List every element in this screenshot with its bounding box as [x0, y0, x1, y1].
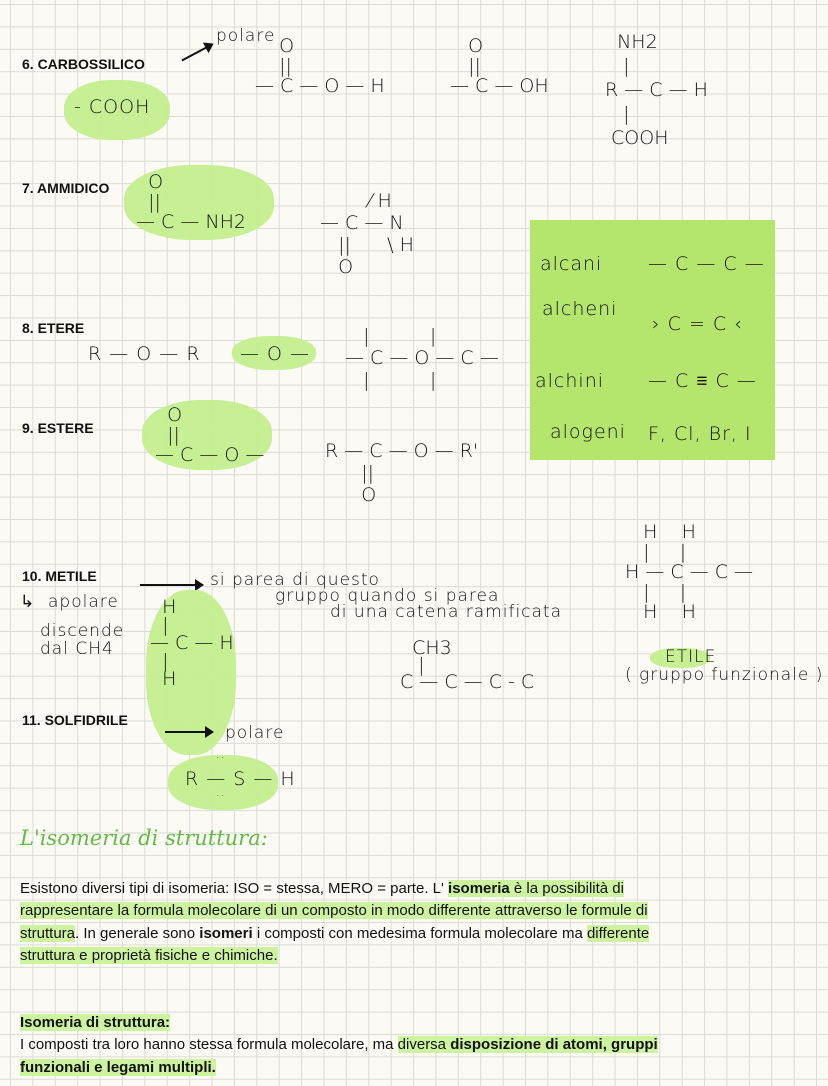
text: diversa: [397, 1036, 451, 1054]
group-etere: — O —: [240, 343, 311, 365]
note-polare: polare: [216, 26, 276, 46]
label-ammidico: 7. AMMIDICO: [22, 180, 110, 196]
group-ammidico: O || — C — NH2: [136, 171, 246, 233]
formula-etere: R — O — R: [88, 343, 201, 365]
lone-pair-top: ··: [216, 751, 226, 765]
text: Esistono diversi tipi di isomeria: ISO = stessa, MERO = parte. L': [20, 880, 449, 897]
arrow-icon: [181, 45, 210, 62]
formula-carbossilico-2: O || — C — OH: [450, 35, 549, 97]
note-polare-solfidrile: polare: [225, 723, 285, 743]
note-metile-3: di una catena ramificata: [330, 602, 563, 622]
box-formula-alcheni: › C = C ‹: [652, 313, 743, 335]
arrow-icon: [165, 731, 210, 733]
formula-estere: R — C — O — R' || O: [325, 440, 479, 506]
text-bold: isomeria: [448, 880, 510, 897]
note-metile-1: si parea di questo: [210, 570, 380, 590]
label-estere: 9. ESTERE: [22, 420, 94, 436]
lone-pair-bottom: ··: [216, 789, 226, 803]
note-apolare-arrow-icon: ↳: [20, 592, 36, 612]
box-name-alcani: alcani: [540, 253, 603, 275]
text: i composti con medesima formula molecolare ma: [252, 924, 587, 942]
text: I composti tra loro hanno stessa formula molecolare, ma: [20, 1036, 398, 1054]
text: struttura: [20, 924, 76, 942]
formula-chain: CH3 | C — C — C - C: [400, 637, 535, 693]
paragraph-isomeria: [20, 878, 810, 968]
section-title: L'isomeria di struttura:: [20, 826, 268, 850]
formula-etere-2: | | — C — O — C — | |: [345, 325, 499, 391]
group-estere: O || — C — O —: [155, 404, 265, 466]
box-formula-alogeni: F, Cl, Br, I: [648, 423, 752, 445]
etile-label: ETILE: [665, 647, 717, 667]
text: . In generale sono: [75, 924, 200, 942]
note-apolare: apolare: [48, 592, 119, 612]
label-etere: 8. ETERE: [22, 320, 85, 336]
formula-carbossilico-1: O || — C — O — H: [255, 35, 385, 97]
box-formula-alchini: — C ≡ C —: [648, 370, 757, 392]
formula-ammide: ⁄ H — C — N || \ H O: [320, 190, 414, 278]
subheading: Isomeria di struttura:: [20, 1014, 171, 1031]
group-cooh: - COOH: [74, 96, 151, 118]
group-solfidrile: R — S — H: [185, 768, 296, 790]
text: differente: [586, 924, 650, 942]
label-carbossilico: 6. CARBOSSILICO: [22, 56, 145, 72]
hydrocarbon-box: [530, 220, 775, 460]
note-discende: discende dal CH4: [40, 621, 125, 659]
formula-aminoacid: NH2 | R — C — H | COOH: [605, 31, 708, 149]
label-solfidrile: 11. SOLFIDRILE: [22, 712, 128, 728]
text: è la possibilità di: [509, 880, 624, 897]
box-name-alogeni: alogeni: [550, 421, 626, 443]
text-bold: disposizione di atomi, gruppi: [450, 1036, 658, 1054]
text: struttura e proprietà fisiche e chimiche.: [20, 947, 278, 965]
text-bold: isomeri: [199, 924, 253, 942]
box-name-alchini: alchini: [535, 370, 605, 392]
note-metile-2: gruppo quando si parea: [275, 586, 500, 606]
label-metile: 10. METILE: [22, 568, 97, 584]
group-metile: H | — C — H | H: [150, 596, 234, 690]
box-formula-alcani: — C — C —: [648, 253, 765, 275]
box-name-alcheni: alcheni: [542, 298, 618, 320]
formula-etile: H H | | H — C — C — | | H H: [625, 521, 754, 623]
text-bold: funzionali e legami multipli.: [20, 1058, 216, 1076]
paragraph-struttura: [20, 1012, 810, 1079]
arrow-icon: [140, 584, 200, 586]
etile-note: ( gruppo funzionale ): [625, 665, 824, 685]
text: rappresentare la formula molecolare di un composto in modo differente attraverso le formule di: [20, 902, 648, 920]
